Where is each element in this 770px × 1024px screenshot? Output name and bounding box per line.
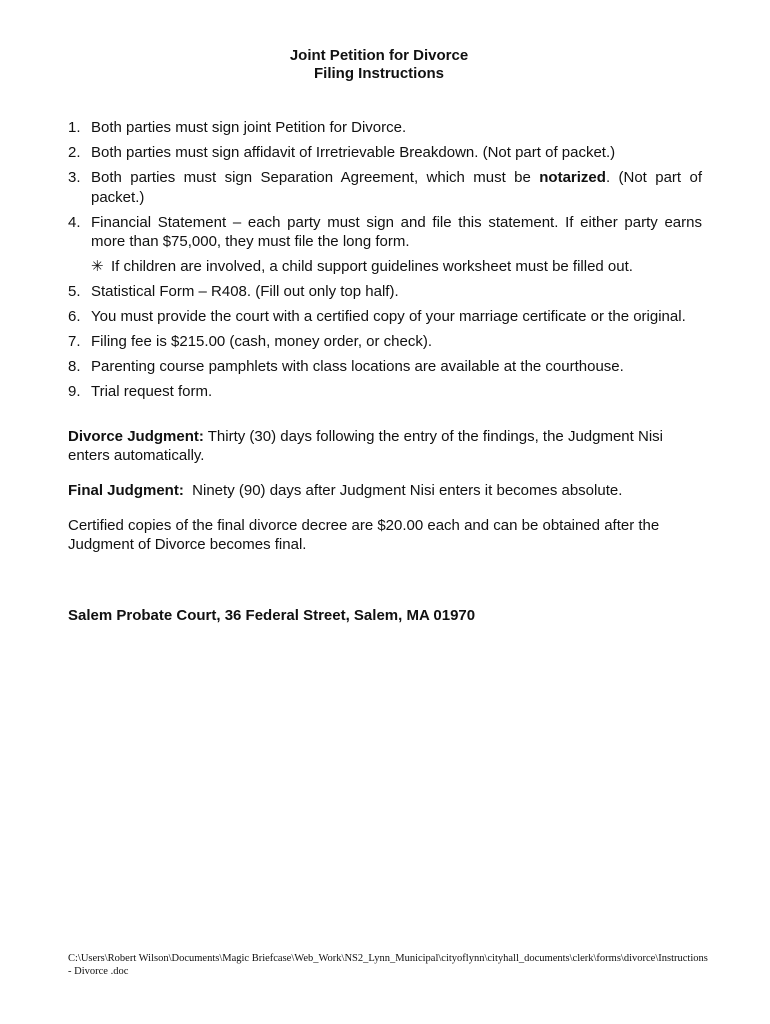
- item-number: 6.: [68, 308, 81, 325]
- list-item: [68, 143, 702, 163]
- list-item: [68, 357, 702, 377]
- item-text: You must provide the court with a certified copy of your marriage certificate or the original.: [91, 308, 686, 325]
- divorce-judgment-paragraph: [68, 427, 702, 465]
- item-text: Financial Statement – each party must sign and file this statement. If either party earns more than $75,000, they must file the long form.: [91, 213, 702, 250]
- title-line-1: Joint Petition for Divorce: [289, 47, 469, 64]
- list-item: [68, 382, 702, 402]
- item-number: 1.: [68, 119, 81, 136]
- item-number: 9.: [68, 383, 81, 400]
- item-number: 5.: [68, 283, 81, 300]
- item-text-bold: notarized: [539, 169, 606, 186]
- item-text: . (Not part of packet.): [91, 169, 702, 206]
- list-item: [68, 213, 702, 252]
- document-title: [0, 47, 758, 83]
- final-judgment-paragraph: [68, 481, 702, 500]
- item-text: Filing fee is $215.00 (cash, money order, or check).: [91, 333, 433, 350]
- instructions-list: [68, 118, 702, 407]
- item-text: Both parties must sign Separation Agreement, which must be: [91, 169, 540, 186]
- item-text: Both parties must sign affidavit of Irretrievable Breakdown. (Not part of packet.): [91, 144, 616, 161]
- file-path-footer: C:\Users\Robert Wilson\Documents\Magic Briefcase\Web_Work\NS2_Lynn_Municipal\cityoflynn\cityhall_documents\clerk\forms\divorce\Instructions - Divorce .doc: [68, 953, 708, 977]
- court-address: Salem Probate Court, 36 Federal Street, Salem, MA 01970: [68, 607, 476, 624]
- item-number: 2.: [68, 144, 81, 161]
- item-text: If children are involved, a child support guidelines worksheet must be filled out.: [111, 258, 633, 275]
- item-text: Trial request form.: [91, 383, 213, 400]
- item-number: 3.: [68, 169, 81, 186]
- list-item: [68, 168, 702, 207]
- final-judgment-label: Final Judgment:: [68, 482, 184, 499]
- certified-copies-paragraph: Certified copies of the final divorce decree are $20.00 each and can be obtained after the Judgment of Divorce becomes final.: [68, 517, 660, 553]
- item-text: Parenting course pamphlets with class locations are available at the courthouse.: [91, 358, 624, 375]
- item-text: Both parties must sign joint Petition for Divorce.: [91, 119, 407, 136]
- divorce-judgment-label: Divorce Judgment:: [68, 428, 204, 445]
- item-number: 8.: [68, 358, 81, 375]
- list-item: [68, 282, 702, 302]
- list-item: [68, 307, 702, 327]
- item-text: Statistical Form – R408. (Fill out only top half).: [91, 283, 399, 300]
- divorce-judgment-text: Thirty (30) days following the entry of the findings, the Judgment Nisi enters automatically.: [68, 428, 663, 464]
- item-number: 4.: [68, 213, 81, 231]
- list-item: [68, 332, 702, 352]
- list-sub-item: [68, 257, 702, 277]
- title-line-2: Filing Instructions: [314, 65, 444, 82]
- item-number: 7.: [68, 333, 81, 350]
- asterisk-icon: ✳: [91, 258, 104, 275]
- final-judgment-text: Ninety (90) days after Judgment Nisi enters it becomes absolute.: [183, 482, 623, 499]
- list-item: [68, 118, 702, 138]
